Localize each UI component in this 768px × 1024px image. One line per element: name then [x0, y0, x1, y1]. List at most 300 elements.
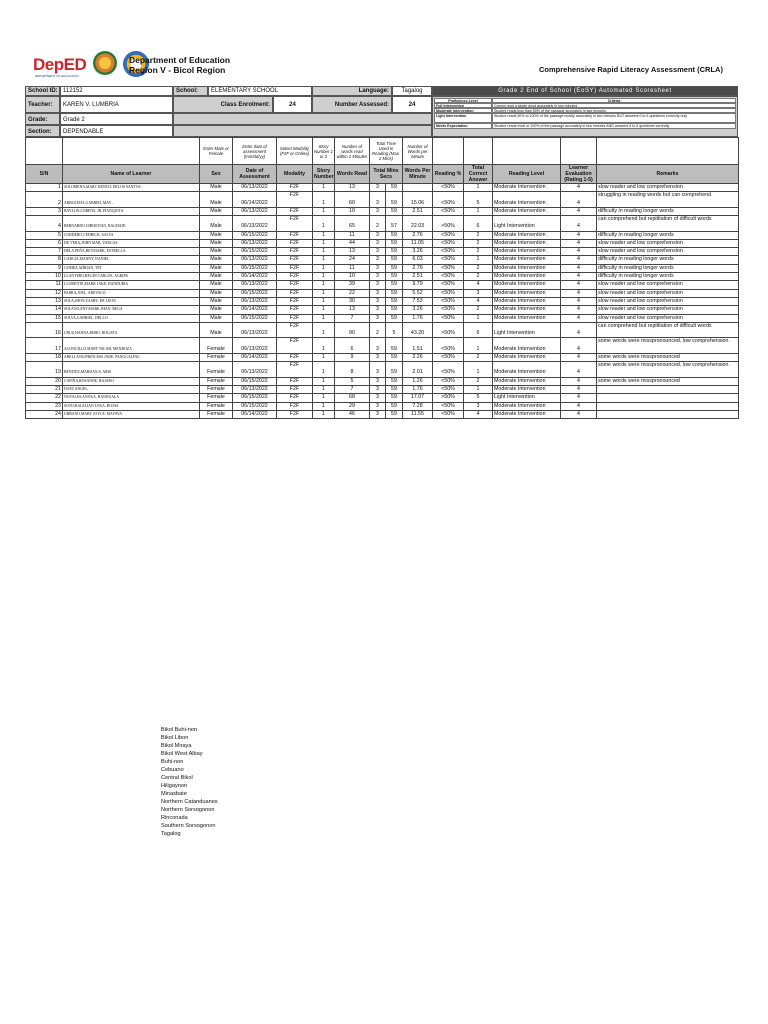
cell-mins: 3 [370, 231, 386, 239]
col-remarks: Remarks [597, 165, 739, 184]
cell-name: LLORENTE,MARK JAKE, BANDURIA [63, 281, 200, 289]
cell-remarks: slow reader and low comprehension [597, 314, 739, 322]
cell-eval: 4 [561, 394, 597, 402]
cell-sex: Male [200, 306, 233, 314]
cell-story: 1 [313, 377, 335, 385]
learner-rows [26, 184, 739, 419]
cell-reading: <50% [433, 231, 464, 239]
language-label: Language: [312, 86, 392, 96]
cell-remarks: slow reader and low comprehension [597, 297, 739, 305]
cell-level: Moderate Intervention [493, 338, 561, 354]
cell-modality: F2F [277, 353, 313, 361]
cell-level: Moderate Intervention [493, 289, 561, 297]
cell-mins: 2 [370, 322, 386, 338]
col-date: Date of Assessment [233, 165, 277, 184]
instruction-level [493, 138, 561, 165]
cell-modality: F2F [277, 248, 313, 256]
cell-secs: 59 [386, 297, 403, 305]
cell-modality: F2F [277, 289, 313, 297]
cell-level: Moderate Intervention [493, 402, 561, 410]
cell-mins: 3 [370, 256, 386, 264]
cell-words: 24 [335, 256, 370, 264]
cell-modality: F2F [277, 402, 313, 410]
col-sex: Sex [200, 165, 233, 184]
cell-secs: 59 [386, 184, 403, 192]
cell-mins: 3 [370, 410, 386, 418]
cell-wpm: 1.26 [403, 377, 433, 385]
cell-sn: 2 [26, 192, 63, 208]
cell-story: 1 [313, 248, 335, 256]
cell-level: Moderate Intervention [493, 184, 561, 192]
cell-sex: Male [200, 322, 233, 338]
section-value: DEPENDABLE [60, 125, 173, 137]
cell-story: 1 [313, 239, 335, 247]
cell-reading: <50% [433, 264, 464, 272]
cell-sn: 17 [26, 338, 63, 354]
school-id-label: School ID: [25, 86, 60, 96]
cell-reading: <50% [433, 402, 464, 410]
cell-story: 1 [313, 314, 335, 322]
cell-story: 1 [313, 256, 335, 264]
cell-correct: 2 [464, 273, 493, 281]
cell-date: 06/13/2022 [233, 184, 277, 192]
cell-sex: Female [200, 353, 233, 361]
cell-date: 06/15/2022 [233, 402, 277, 410]
document-header [0, 0, 768, 85]
cell-secs: 57 [386, 216, 403, 232]
cell-name: ARBOLEDA,GABRIEL MAY... [63, 192, 200, 208]
cell-correct: 5 [464, 192, 493, 208]
cell-remarks: some words were misspronounced, low comprehension [597, 362, 739, 378]
cell-eval: 4 [561, 306, 597, 314]
cell-eval: 4 [561, 248, 597, 256]
table-row [26, 248, 739, 256]
deped-seal-icon [93, 51, 117, 75]
cell-secs: 59 [386, 402, 403, 410]
cell-story: 1 [313, 289, 335, 297]
cell-sex: Female [200, 338, 233, 354]
cell-reading: <50% [433, 410, 464, 418]
cell-reading: <50% [433, 281, 464, 289]
col-wpm: Words Per Minute [403, 165, 433, 184]
cell-words: 65 [335, 216, 370, 232]
cell-eval: 4 [561, 184, 597, 192]
cell-secs: 59 [386, 306, 403, 314]
table-row [26, 216, 739, 232]
cell-sex: Male [200, 184, 233, 192]
cell-date: 06/13/2022 [233, 239, 277, 247]
cell-date: 06/15/2022 [233, 289, 277, 297]
cell-date: 06/13/2022 [233, 207, 277, 215]
cell-modality: F2F [277, 239, 313, 247]
cell-reading: >50% [433, 394, 464, 402]
cell-secs: 59 [386, 231, 403, 239]
school-info-block [25, 86, 738, 137]
cell-sex: Male [200, 216, 233, 232]
cell-words: 60 [335, 192, 370, 208]
cell-reading: >50% [433, 322, 464, 338]
cell-sex: Female [200, 410, 233, 418]
cell-correct: 1 [464, 338, 493, 354]
list-item: Bikol Buhi-non [161, 727, 198, 733]
cell-sn: 23 [26, 402, 63, 410]
cell-sex: Female [200, 385, 233, 393]
cell-modality: F2F [277, 322, 313, 338]
col-story: Story Number [313, 165, 335, 184]
cell-date: 06/13/2022 [233, 297, 277, 305]
cell-name: SOLVA,GABRIEL, DELLO [63, 314, 200, 322]
cell-story: 1 [313, 273, 335, 281]
number-assessed-value: 24 [392, 96, 432, 113]
table-row [26, 184, 739, 192]
cell-words: 10 [335, 207, 370, 215]
cell-secs: 59 [386, 281, 403, 289]
cell-date: 06/14/2022 [233, 192, 277, 208]
instruction-reading [433, 138, 464, 165]
cell-sn: 7 [26, 248, 63, 256]
cell-reading: <50% [433, 338, 464, 354]
cell-level: Moderate Intervention [493, 306, 561, 314]
cell-remarks: some words were misspronounced [597, 377, 739, 385]
cell-modality: F2F [277, 216, 313, 232]
table-row [26, 281, 739, 289]
cell-eval: 4 [561, 192, 597, 208]
cell-reading: <50% [433, 184, 464, 192]
col-name: Name of Learner [63, 165, 200, 184]
table-row [26, 385, 739, 393]
table-row [26, 297, 739, 305]
cell-sn: 3 [26, 207, 63, 215]
cell-remarks: slow reader and low comprehension [597, 306, 739, 314]
col-words: Words Read [335, 165, 370, 184]
cell-sn: 6 [26, 239, 63, 247]
cell-mins: 3 [370, 248, 386, 256]
cell-correct: 2 [464, 248, 493, 256]
class-enrolment-label: Class Enrolment: [173, 96, 273, 113]
cell-secs: 59 [386, 314, 403, 322]
cell-date: 06/13/2022 [233, 338, 277, 354]
cell-wpm: 1.76 [403, 385, 433, 393]
cell-level: Moderate Intervention [493, 297, 561, 305]
cell-date: 06/14/2022 [233, 273, 277, 281]
cell-date: 06/14/2022 [233, 306, 277, 314]
cell-sex: Male [200, 289, 233, 297]
col-eval: Learner Evaluation (Rating 1-5) [561, 165, 597, 184]
table-row [26, 338, 739, 354]
cell-words: 68 [335, 394, 370, 402]
list-item: Rinconada [161, 815, 188, 821]
proficiency-level-light: Light Intervention [434, 113, 492, 123]
table-row [26, 207, 739, 215]
cell-name: LLANTERO,REGIN CARLOS, AGRIPA [63, 273, 200, 281]
cell-mins: 3 [370, 306, 386, 314]
instruction-sex: Enter Male or Female [200, 138, 233, 165]
cell-sex: Male [200, 273, 233, 281]
cell-reading: <50% [433, 248, 464, 256]
cell-date: 06/13/2022 [233, 385, 277, 393]
cell-name: CAPIÑA,ROSANNE, BAJARO [63, 377, 200, 385]
cell-name: SOLANO,ENT.MARK JHAN, BEGA [63, 306, 200, 314]
cell-correct: 4 [464, 410, 493, 418]
cell-level: Moderate Intervention [493, 256, 561, 264]
cell-remarks [597, 402, 739, 410]
cell-words: 13 [335, 306, 370, 314]
cell-correct: 4 [464, 297, 493, 305]
cell-sex: Female [200, 402, 233, 410]
cell-modality: F2F [277, 410, 313, 418]
cell-reading: <50% [433, 297, 464, 305]
cell-correct: 6 [464, 216, 493, 232]
cell-words: 29 [335, 402, 370, 410]
cell-level: Moderate Intervention [493, 353, 561, 361]
cell-date: 06/15/2022 [233, 377, 277, 385]
cell-story: 1 [313, 281, 335, 289]
list-item: Central Bikol [161, 775, 193, 781]
cell-correct: 3 [464, 289, 493, 297]
table-row [26, 353, 739, 361]
cell-secs: 59 [386, 264, 403, 272]
cell-secs: 59 [386, 248, 403, 256]
cell-secs: 59 [386, 385, 403, 393]
cell-name: SOLA,JHON ZASHY, DE LEON [63, 297, 200, 305]
cell-sex: Male [200, 264, 233, 272]
cell-level: Moderate Intervention [493, 239, 561, 247]
instruction-eval [561, 138, 597, 165]
cell-eval: 4 [561, 338, 597, 354]
proficiency-head-level: Proficiency Level [434, 98, 492, 103]
cell-secs: 59 [386, 377, 403, 385]
cell-sex: Female [200, 362, 233, 378]
cell-modality: F2F [277, 207, 313, 215]
table-row [26, 273, 739, 281]
cell-name: NOVALES,ANYKA, BANDUALA [63, 394, 200, 402]
cell-words: 30 [335, 297, 370, 305]
cell-modality: F2F [277, 264, 313, 272]
cell-remarks: slow reader and low comprehension [597, 248, 739, 256]
cell-modality: F2F [277, 297, 313, 305]
cell-name: ARELLANO,PRINCESS JADE, PANGGALING [63, 353, 200, 361]
cell-correct: 1 [464, 184, 493, 192]
cell-mins: 3 [370, 394, 386, 402]
cell-date: 06/14/2022 [233, 410, 277, 418]
deped-logo-subtext: DEPARTMENT OF EDUCATION [35, 74, 79, 78]
cell-modality: F2F [277, 338, 313, 354]
cell-wpm: 43.20 [403, 322, 433, 338]
cell-words: 11 [335, 231, 370, 239]
cell-words: 13 [335, 248, 370, 256]
cell-level: Moderate Intervention [493, 377, 561, 385]
cell-date: 06/15/2022 [233, 394, 277, 402]
cell-name: URBANO,MARY JOYCE, MAYAVA [63, 410, 200, 418]
instruction-wpm: Number of Words per Minute [403, 138, 433, 165]
cell-reading: <50% [433, 239, 464, 247]
cell-modality: F2F [277, 394, 313, 402]
col-time: Total Mins Secs [370, 165, 403, 184]
cell-wpm: 2.01 [403, 362, 433, 378]
list-item: Hiligaynon [161, 783, 188, 789]
cell-secs: 59 [386, 207, 403, 215]
cell-remarks: struggling in reading words but can comprehend [597, 192, 739, 208]
cell-mins: 3 [370, 264, 386, 272]
cell-level: Moderate Intervention [493, 385, 561, 393]
cell-sex: Male [200, 248, 233, 256]
cell-sn: 13 [26, 297, 63, 305]
cell-words: 5 [335, 377, 370, 385]
cell-date: 06/13/2022 [233, 216, 277, 232]
cell-sn: 21 [26, 385, 63, 393]
cell-name: BENITEZ,MARIJAN.S, ARIS [63, 362, 200, 378]
cell-sex: Male [200, 231, 233, 239]
cell-secs: 59 [386, 338, 403, 354]
proficiency-level-full: Full Intervention [434, 103, 492, 108]
cell-sn: 22 [26, 394, 63, 402]
cell-sex: Male [200, 256, 233, 264]
cell-eval: 4 [561, 385, 597, 393]
list-item: Buhi-non [161, 759, 184, 765]
cell-name: GARCIA,MANNY, DANIEL [63, 256, 200, 264]
cell-level: Light Intervention [493, 216, 561, 232]
language-group-2 [161, 742, 218, 837]
cell-sn: 4 [26, 216, 63, 232]
cell-words: 22 [335, 289, 370, 297]
cell-correct: 2 [464, 306, 493, 314]
cell-wpm: 1.76 [403, 314, 433, 322]
cell-sex: Male [200, 192, 233, 208]
table-row [26, 192, 739, 208]
instruction-modality: Select Modality (F2F or Online) [277, 138, 313, 165]
cell-story: 1 [313, 231, 335, 239]
instruction-correct [464, 138, 493, 165]
cell-words: 7 [335, 314, 370, 322]
proficiency-head-criteria: Criteria [492, 98, 736, 103]
list-item: Southern Sorsogonon [161, 823, 216, 829]
cell-eval: 4 [561, 377, 597, 385]
cell-wpm: 17.07 [403, 394, 433, 402]
cell-level: Moderate Intervention [493, 273, 561, 281]
teacher-value: KAREN V. LUMBRIA [60, 96, 173, 113]
cell-reading: <50% [433, 256, 464, 264]
column-header-row [26, 165, 739, 184]
cell-mins: 3 [370, 297, 386, 305]
cell-wpm: 2.76 [403, 264, 433, 272]
cell-modality: F2F [277, 192, 313, 208]
cell-story: 1 [313, 306, 335, 314]
cell-story: 1 [313, 207, 335, 215]
cell-secs: 59 [386, 239, 403, 247]
cell-level: Moderate Intervention [493, 248, 561, 256]
cell-sn: 14 [26, 306, 63, 314]
cell-eval: 4 [561, 264, 597, 272]
cell-wpm: 2.51 [403, 207, 433, 215]
org-line-1: Department of Education [129, 55, 231, 65]
cell-story: 1 [313, 192, 335, 208]
cell-date: 06/15/2022 [233, 314, 277, 322]
cell-modality: F2F [277, 273, 313, 281]
cell-words: 46 [335, 410, 370, 418]
cell-remarks [597, 410, 739, 418]
cell-sn: 24 [26, 410, 63, 418]
cell-correct: 2 [464, 353, 493, 361]
cell-remarks [597, 385, 739, 393]
cell-sn: 11 [26, 281, 63, 289]
cell-modality: F2F [277, 377, 313, 385]
cell-remarks: slow reader and low comprehension [597, 184, 739, 192]
cell-eval: 4 [561, 239, 597, 247]
cell-secs: 5 [386, 322, 403, 338]
cell-correct: 2 [464, 264, 493, 272]
instruction-story: Story Number 1 or 2 [313, 138, 335, 165]
crla-title: Comprehensive Rapid Literacy Assessment (CRLA) [539, 65, 723, 74]
cell-eval: 4 [561, 216, 597, 232]
deped-logo [33, 55, 113, 81]
cell-modality: F2F [277, 385, 313, 393]
list-item: Tagalog [161, 831, 181, 837]
cell-remarks: difficulty in reading longer words [597, 231, 739, 239]
cell-correct: 1 [464, 207, 493, 215]
cell-date: 06/13/2022 [233, 362, 277, 378]
cell-mins: 3 [370, 377, 386, 385]
cell-sn: 18 [26, 353, 63, 361]
cell-mins: 3 [370, 184, 386, 192]
cell-remarks: difficulty in reading longer words [597, 207, 739, 215]
cell-eval: 4 [561, 207, 597, 215]
cell-reading: <50% [433, 362, 464, 378]
cell-eval: 4 [561, 362, 597, 378]
cell-name: DAET,ANGEL, [63, 385, 200, 393]
cell-level: Moderate Intervention [493, 231, 561, 239]
cell-wpm: 11.05 [403, 239, 433, 247]
cell-level: Moderate Intervention [493, 410, 561, 418]
col-level: Reading Level [493, 165, 561, 184]
class-enrolment-value: 24 [273, 96, 312, 113]
proficiency-criteria-light: Student reads 50% to 100% of the passage mostly accurately in two minutes BUT answers 0 to 4 questions correctly only [492, 113, 736, 123]
cell-words: 44 [335, 239, 370, 247]
cell-mins: 3 [370, 353, 386, 361]
language-group-1 [161, 726, 218, 741]
list-item: Bikol Libon [161, 735, 189, 741]
cell-mins: 3 [370, 402, 386, 410]
cell-wpm: 2.51 [403, 273, 433, 281]
cell-mins: 3 [370, 239, 386, 247]
sheet-title: Grade 2 End of School (EoSY) Automated Scoresheet [432, 86, 738, 96]
proficiency-criteria-full: Cannot read a single word accurately in two minutes [492, 103, 736, 108]
cell-eval: 4 [561, 281, 597, 289]
cell-sex: Male [200, 239, 233, 247]
cell-sex: Female [200, 394, 233, 402]
cell-secs: 59 [386, 273, 403, 281]
cell-story: 1 [313, 264, 335, 272]
cell-date: 06/13/2022 [233, 256, 277, 264]
proficiency-level-moderate: Moderate Intervention [434, 108, 492, 113]
cell-name: CRUZ,HANNA BIBIO, BOLISTA [63, 322, 200, 338]
cell-correct: 5 [464, 394, 493, 402]
organization-name [129, 55, 230, 75]
cell-name: BAYLON,LORENS, JR. PIANQUITA [63, 207, 200, 215]
cell-correct: 1 [464, 362, 493, 378]
cell-story: 1 [313, 338, 335, 354]
col-modality: Modality [277, 165, 313, 184]
table-row [26, 362, 739, 378]
cell-mins: 3 [370, 338, 386, 354]
cell-secs: 59 [386, 362, 403, 378]
cell-sex: Male [200, 297, 233, 305]
cell-name: SOLOMENA,MARC RENCIL DELOS SANTOS [63, 184, 200, 192]
org-line-2: Region V - Bicol Region [129, 65, 226, 75]
cell-mins: 3 [370, 273, 386, 281]
cell-wpm: 3.26 [403, 248, 433, 256]
cell-mins: 3 [370, 385, 386, 393]
cell-name: GOMEZ,ADRIAN, TET [63, 264, 200, 272]
